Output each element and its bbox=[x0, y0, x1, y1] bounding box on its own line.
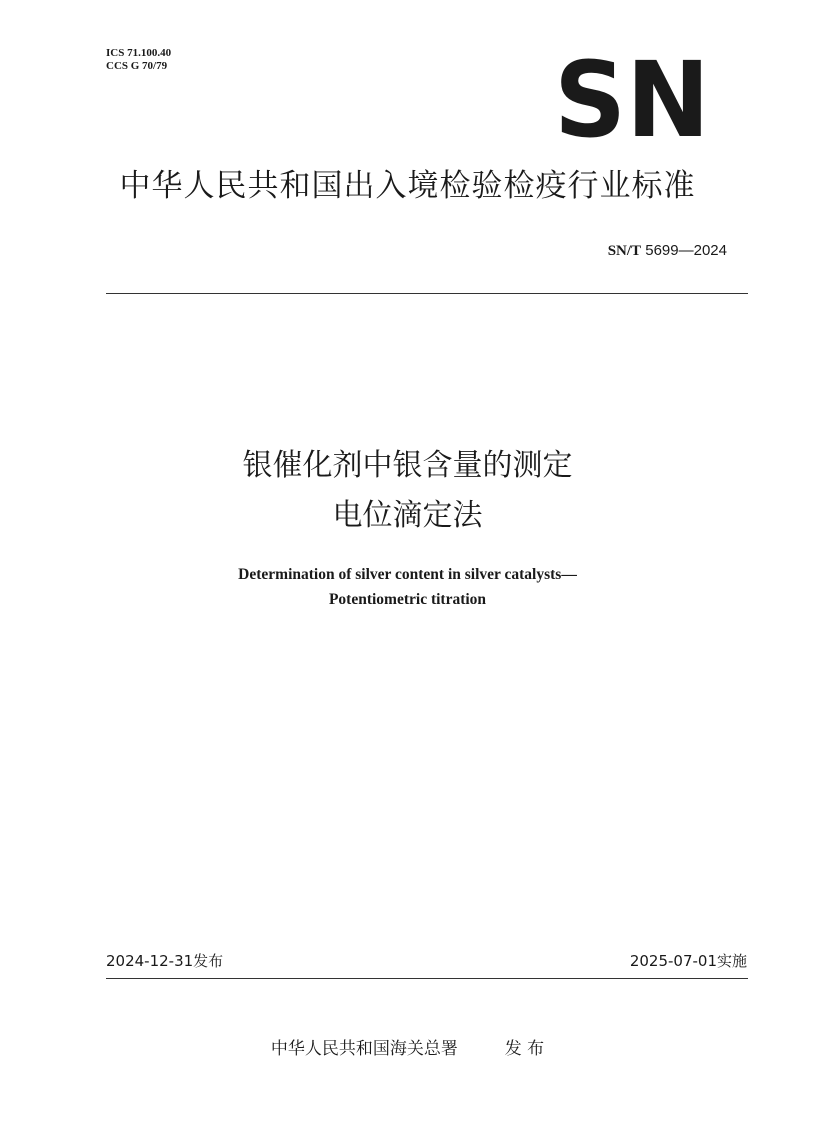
standard-code-number: 5699—2024 bbox=[645, 242, 727, 259]
publisher bbox=[0, 1034, 815, 1059]
standard-code bbox=[608, 242, 727, 260]
ics-code: ICS 71.100.40 bbox=[106, 47, 172, 59]
title-zh-line2: 电位滴定法 bbox=[332, 498, 483, 533]
sn-logo bbox=[553, 56, 711, 138]
title-en-line1: Determination of silver content in silver catalysts— bbox=[238, 566, 577, 583]
classification-codes bbox=[106, 47, 171, 73]
standard-code-prefix: SN/T bbox=[607, 243, 642, 259]
sn-logo-text: SN bbox=[554, 56, 710, 138]
issue-date: 2024-12-31发布 bbox=[106, 952, 224, 970]
publisher-name: 中华人民共和国海关总署 bbox=[270, 1039, 458, 1059]
title-en-line2: Potentiometric titration bbox=[328, 591, 487, 608]
organization-header: 中华人民共和国出入境检验检疫行业标准 bbox=[119, 168, 696, 204]
footer-divider bbox=[106, 978, 748, 979]
title-zh-line1: 银催化剂中银含量的测定 bbox=[242, 448, 573, 483]
publisher-action: 发 布 bbox=[504, 1039, 545, 1059]
header-divider bbox=[106, 293, 748, 294]
implementation-date: 2025-07-01实施 bbox=[629, 952, 747, 970]
ccs-code: CCS G 70/79 bbox=[106, 60, 168, 72]
